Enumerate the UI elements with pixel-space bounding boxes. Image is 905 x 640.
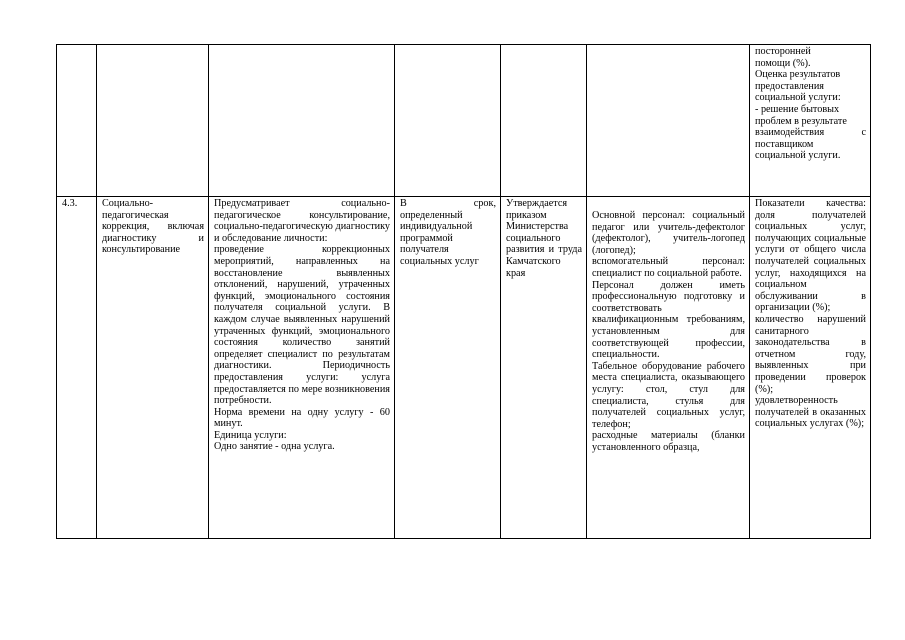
description-paragraph: Предусматривает социально-педагогическое консультирование, социально-педагогическую диагностику и обследование личности: [214, 198, 390, 244]
cell-number [57, 45, 97, 197]
indicator-line: поставщиком [755, 138, 814, 150]
conditions-paragraph: расходные материалы (бланки установленного образца, [592, 430, 745, 453]
cell-term: В срок, определенный индивидуальной программой получателя социальных услуг [395, 197, 501, 539]
conditions-paragraph: Основной персонал: социальный педагог или учитель-дефектолог (дефектолог), учитель-логопед (логопед); [592, 210, 745, 256]
conditions-paragraph: Табельное оборудование рабочего места специалиста, оказывающего услугу: стол, стул для специалиста, стулья для получателей социальных услуг, телефон; [592, 360, 745, 430]
cell-conditions [587, 197, 750, 539]
cell-name: Социально-педагогическая коррекция, включая диагностику и консультирование [97, 197, 209, 539]
table-row-continuation [57, 45, 871, 197]
indicator-line: предоставления [755, 80, 824, 92]
cell-term [395, 45, 501, 197]
indicator-line: посторонней [755, 46, 811, 57]
description-paragraph: Норма времени на одну услугу - 60 минут. [214, 406, 390, 430]
cell-name [97, 45, 209, 197]
cell-indicators [750, 45, 871, 197]
indicator-paragraph: удовлетворенность получателей в оказанных социальных услугах (%); [755, 395, 866, 430]
description-paragraph: Единица услуги: [214, 429, 287, 441]
table-row-4-3 [57, 197, 871, 539]
description-paragraph: проведение коррекционных мероприятий, направленных на восстановление выявленных отклонений, нарушений, утраченных функций, эмоционального состояния получателя социальной услуги. В каждом случае выявленных нарушений утраченных функций, эмоционального состояния количество занятий определяет специалист по результатам диагностики. Периодичность предоставления услуги: услуга предоставляется по мере возникновения потребности. [214, 244, 390, 407]
conditions-paragraph: Персонал должен иметь профессиональную подготовку и соответствовать квалификационным требованиям, установленным для соответствующей профессии, специальности. [592, 279, 745, 361]
indicator-line: социальной услуги: [755, 92, 841, 104]
cell-indicators [750, 197, 871, 539]
indicator-line: помощи (%). [755, 57, 811, 69]
indicator-line: проблем в результате [755, 115, 847, 127]
cell-cost [501, 45, 587, 197]
description-paragraph: Одно занятие - одна услуга. [214, 441, 335, 453]
services-table [56, 44, 871, 539]
indicator-line: социальной услуги. [755, 150, 841, 162]
cell-conditions [587, 45, 750, 197]
indicator-line: - решение бытовых [755, 103, 840, 115]
cell-cost: Утверждается приказом Министерства социального развития и труда Камчатского края [501, 197, 587, 539]
indicator-line: Оценка результатов [755, 69, 841, 81]
cell-description [209, 45, 395, 197]
conditions-paragraph: вспомогательный персонал: специалист по социальной работе. [592, 256, 745, 279]
cell-number: 4.3. [57, 197, 97, 539]
indicator-paragraph: Показатели качества: доля получателей социальных услуг, получающих социальные услуги от общего числа получателей социальных услуг, находящихся на социальном обслуживании в организации (%); [755, 198, 866, 314]
spacer [592, 198, 745, 210]
indicator-paragraph: количество нарушений санитарного законодательства в отчетном году, выявленных при проведении проверок (%); [755, 313, 866, 395]
cell-description [209, 197, 395, 539]
indicator-line: взаимодействия с [755, 127, 866, 139]
